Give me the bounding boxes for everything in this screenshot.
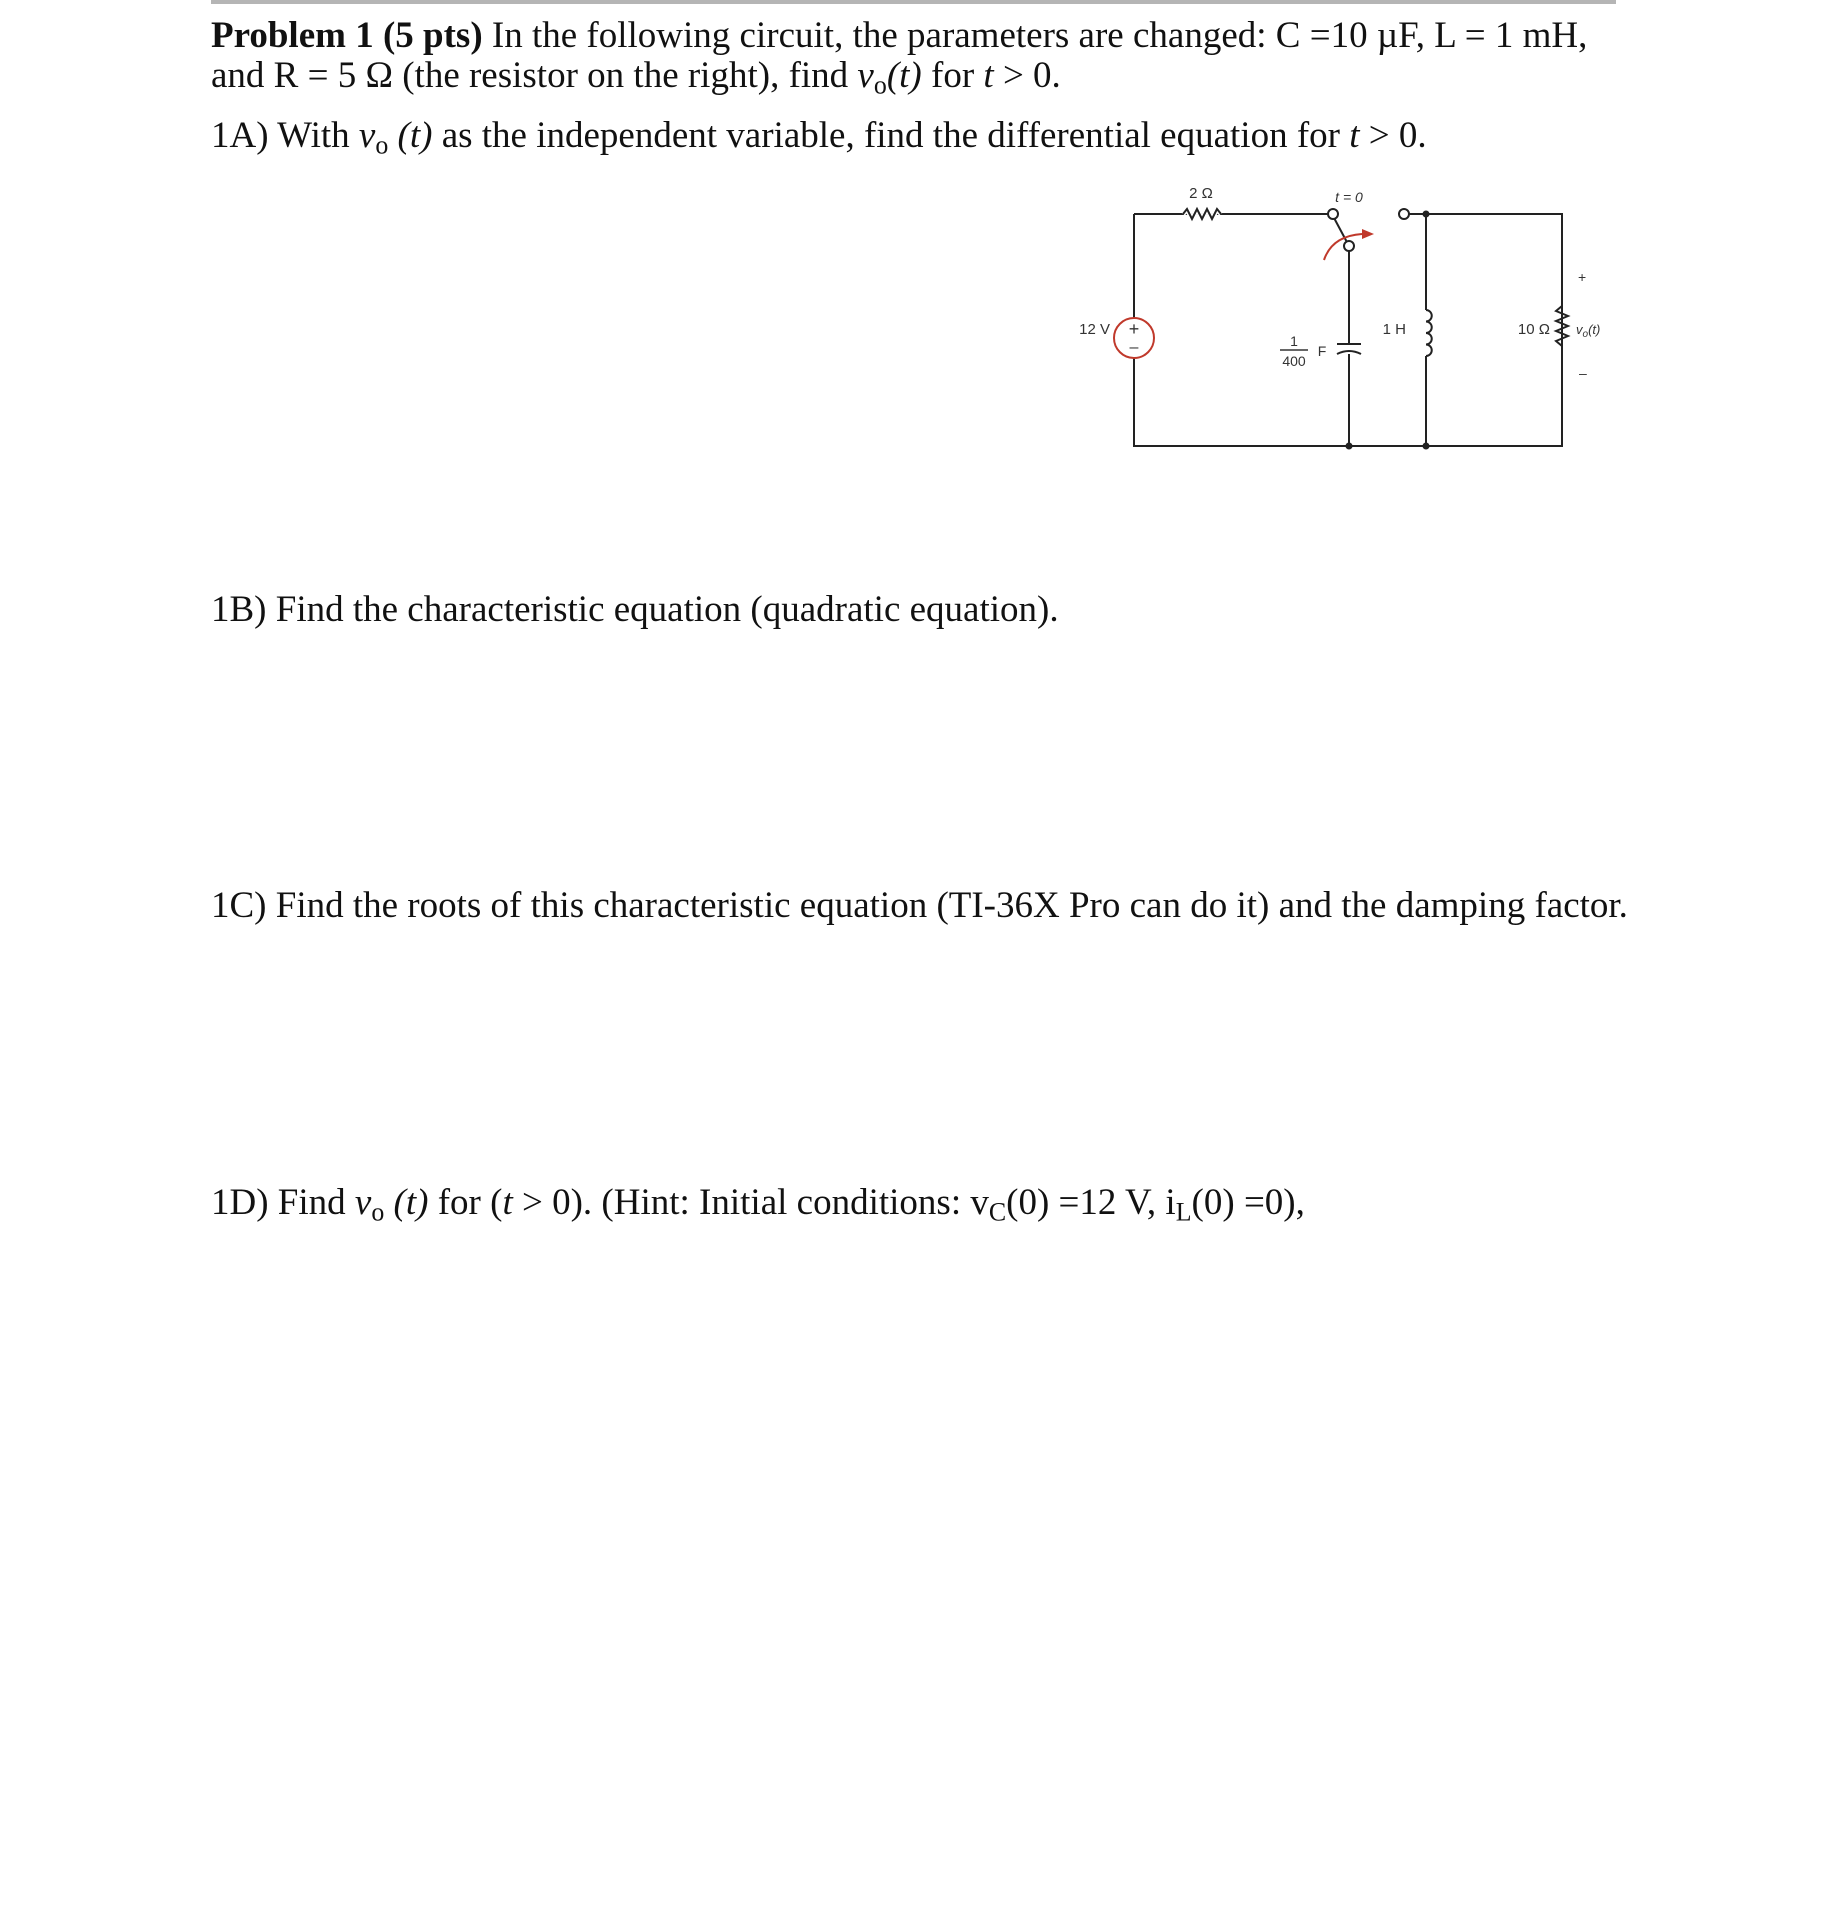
q1a-t: t: [1349, 115, 1360, 156]
q1d-arg: (t): [393, 1182, 429, 1223]
problem-intro-line2: [211, 55, 1061, 100]
q1d-end: (0) =0),: [1191, 1182, 1305, 1223]
t-symbol: t: [983, 55, 994, 96]
switch-arrow: [1324, 234, 1362, 260]
vo-arg: (t): [886, 55, 922, 96]
vo-label: $v_o(t)$: [1576, 322, 1601, 340]
q1a-end: > 0.: [1359, 115, 1427, 156]
q1d-mid2: (0) =12 V, i: [1006, 1182, 1176, 1223]
vo-minus: –: [1579, 365, 1587, 381]
inductor-coil: [1426, 310, 1432, 356]
cap-unit: F: [1317, 343, 1327, 359]
q1a-v: v: [358, 115, 376, 156]
node-bottom-ind: [1423, 443, 1430, 450]
switch-arrow-head: [1362, 229, 1374, 239]
node-top-ind: [1423, 211, 1430, 218]
source-minus-sign: –: [1129, 339, 1139, 356]
cap-numerator: 1: [1290, 333, 1298, 349]
question-1c: 1C) Find the roots of this characteristic equation (TI-36X Pro can do it) and the damping factor.: [211, 885, 1628, 926]
intro-text-4: > 0.: [993, 55, 1061, 96]
switch-contact-left: [1328, 209, 1338, 219]
cap-denominator: 400: [1282, 353, 1306, 369]
q1a-sub: o: [375, 130, 389, 160]
q1a-arg: (t): [397, 115, 433, 156]
intro-text-2: and R = 5 Ω (the resistor on the right), find: [211, 55, 858, 96]
problem-title: Problem 1 (5 pts): [211, 15, 483, 56]
switch-label: t = 0: [1335, 189, 1363, 205]
q1d-v: v: [354, 1182, 372, 1223]
vo-plus: +: [1578, 269, 1587, 285]
q1d-sub: o: [371, 1197, 385, 1227]
r1-label: 2 Ω: [1189, 185, 1213, 202]
top-rule: [211, 0, 1616, 4]
vo-subscript: o: [873, 70, 887, 100]
q1d-mid: for (: [428, 1182, 503, 1223]
problem-intro-line1: [211, 16, 1587, 56]
switch-pivot: [1344, 241, 1354, 251]
q1d-pre: 1D) Find: [211, 1182, 355, 1223]
question-1a: [211, 115, 1427, 160]
switch-contact-right: [1399, 209, 1409, 219]
q1d-c-sub: C: [988, 1197, 1007, 1227]
circuit-diagram: [1079, 178, 1660, 468]
question-1d: [211, 1182, 1305, 1227]
r2-label: 10 Ω: [1517, 321, 1550, 338]
inductor-label: 1 H: [1382, 321, 1406, 338]
vo-symbol: v: [857, 55, 874, 96]
q1d-t: t: [502, 1182, 513, 1223]
q1a-pre: 1A) With: [211, 115, 359, 156]
q1d-l-sub: L: [1175, 1197, 1192, 1227]
question-1b: 1B) Find the characteristic equation (quadratic equation).: [211, 589, 1059, 630]
capacitor-plate-bottom: [1337, 351, 1361, 354]
intro-text-3: for: [921, 55, 984, 96]
source-label: 12 V: [1079, 321, 1110, 338]
source-plus-sign: +: [1128, 319, 1140, 339]
q1a-mid: as the independent variable, find the differential equation for: [432, 115, 1350, 156]
q1d-post: > 0). (Hint: Initial conditions: v: [512, 1182, 989, 1223]
node-bottom-cap: [1346, 443, 1353, 450]
intro-text-1: In the following circuit, the parameters are changed: C =10 µF, L = 1 mH,: [482, 15, 1588, 56]
